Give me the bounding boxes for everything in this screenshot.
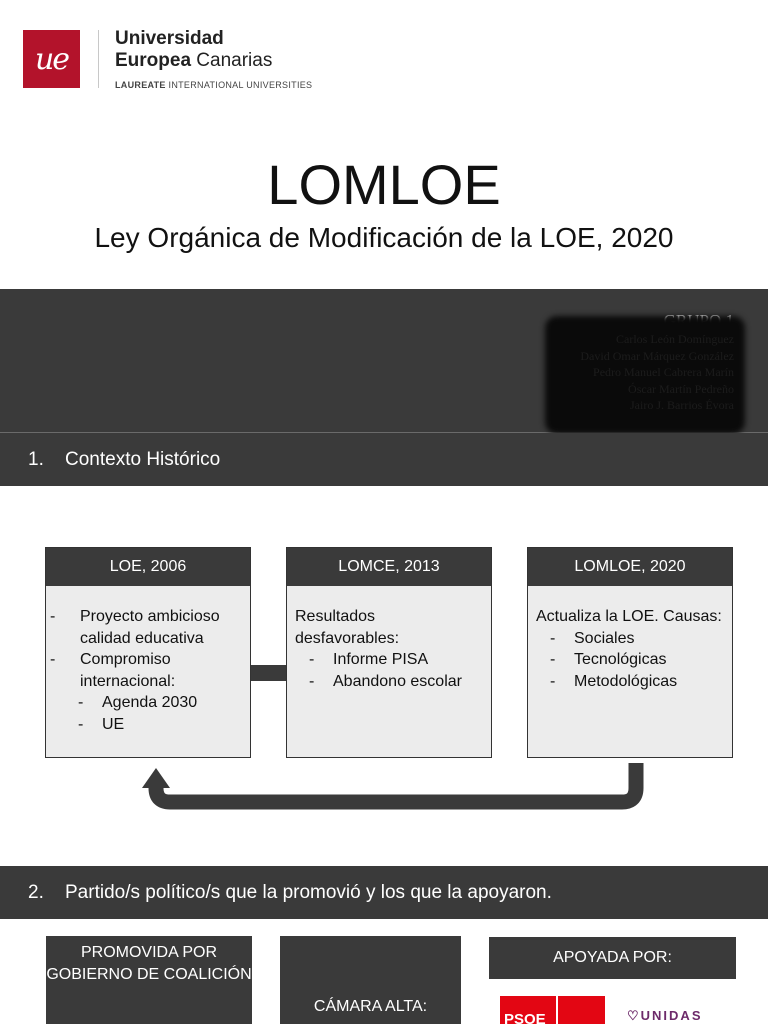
- list-item: - Informe PISA: [309, 651, 429, 668]
- member-name: Jairo J. Barrios Évora: [630, 398, 734, 412]
- list-item: - Tecnológicas: [550, 651, 667, 668]
- return-arrow-icon: [142, 763, 636, 802]
- laureate-rest: INTERNATIONAL UNIVERSITIES: [165, 80, 313, 90]
- timeline-box-body: [528, 586, 732, 692]
- timeline-box-body: [46, 586, 250, 735]
- list-subitem: - UE: [78, 715, 125, 733]
- psoe-logo-text: PSOE: [504, 1011, 546, 1028]
- page-subtitle: Ley Orgánica de Modificación de la LOE, 2020: [94, 222, 674, 253]
- member-name: Óscar Martín Pedreño: [628, 381, 734, 396]
- list-item: - Compromiso internacional:: [50, 651, 176, 690]
- section-heading-2: [0, 866, 768, 919]
- university-line2-bold: Europea: [115, 50, 192, 71]
- list-item: - Proyecto ambicioso calidad educativa: [50, 608, 220, 647]
- list-subitem: - Agenda 2030: [78, 694, 198, 711]
- university-line2-rest: Canarias: [191, 50, 273, 71]
- laureate-bold: LAUREATE: [115, 80, 166, 90]
- timeline-box-lomce: [286, 547, 492, 758]
- timeline-box-loe: [45, 547, 251, 758]
- promovida-box: PROMOVIDA POR GOBIERNO DE COALICIÓN: [46, 936, 252, 1024]
- timeline-box-header: LOE, 2006: [46, 548, 250, 586]
- list-item: - Abandono escolar: [309, 672, 462, 690]
- timeline-box-header: LOMCE, 2013: [287, 548, 491, 586]
- list-item: - Metodológicas: [550, 672, 678, 690]
- section-number: 1.: [28, 448, 44, 470]
- member-name: Pedro Manuel Cabrera Marín: [593, 365, 734, 379]
- page-title: LOMLOE: [267, 153, 501, 216]
- section-title: Contexto Histórico: [65, 448, 221, 470]
- apoyada-box: APOYADA POR:: [489, 937, 736, 979]
- box-intro: Actualiza la LOE. Causas:: [536, 608, 722, 625]
- unidas-logo: [627, 1008, 703, 1024]
- heart-icon: ♡: [627, 1008, 641, 1023]
- section-number: 2.: [28, 881, 44, 903]
- timeline-box-lomloe: [527, 547, 733, 758]
- box-intro: Resultados desfavorables:: [295, 608, 400, 647]
- university-line1: Universidad: [115, 28, 224, 49]
- logo-initials: ue: [34, 41, 69, 77]
- timeline-box-body: [287, 586, 491, 692]
- member-name: Carlos León Domínguez: [616, 332, 734, 346]
- section-title: Partido/s político/s que la promovió y los que la apoyaron.: [65, 881, 552, 903]
- member-name: David Omar Márquez González: [580, 348, 734, 363]
- rose-icon: [556, 996, 606, 1024]
- camara-box: CÁMARA ALTA:: [280, 936, 461, 1024]
- unidas-logo-text: UNIDAS: [640, 1008, 703, 1023]
- list-item: - Sociales: [550, 629, 635, 647]
- timeline-box-header: LOMLOE, 2020: [528, 548, 732, 586]
